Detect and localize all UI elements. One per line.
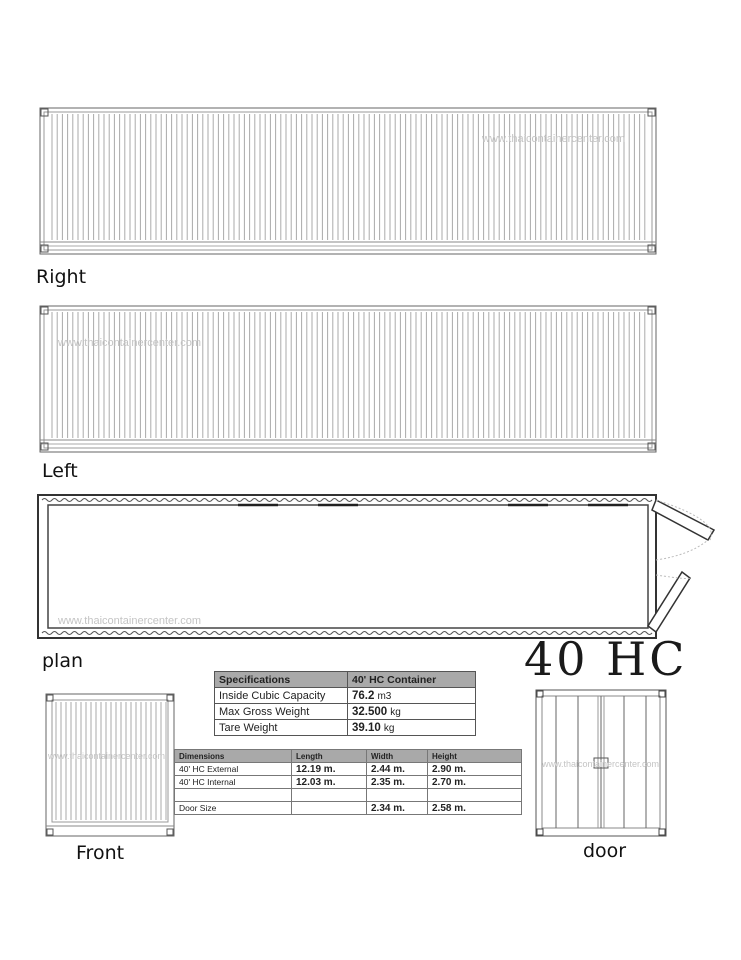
dims-length (292, 802, 367, 815)
right-side-view (40, 108, 656, 254)
spec-value-cell (348, 688, 476, 704)
dims-label (175, 789, 292, 802)
spec-value: 39.10 (352, 721, 381, 734)
table-row (175, 776, 522, 789)
dims-height (428, 789, 522, 802)
spec-value: 76.2 (352, 689, 375, 702)
spec-label: Max Gross Weight (215, 704, 348, 720)
dims-length: 12.19 m. (292, 763, 367, 776)
dims-label: 40' HC External (175, 763, 292, 776)
spec-unit: m3 (377, 690, 392, 702)
dims-width: 2.34 m. (367, 802, 428, 815)
table-row (215, 704, 476, 720)
dims-length (292, 789, 367, 802)
spec-value-cell (348, 720, 476, 736)
dimensions-table (174, 749, 522, 815)
dims-height: 2.70 m. (428, 776, 522, 789)
table-row (175, 763, 522, 776)
specifications-header (215, 672, 476, 688)
dims-label: Door Size (175, 802, 292, 815)
watermark-plan: www.thaicontainercenter.com (58, 615, 202, 627)
spec-value-cell (348, 704, 476, 720)
table-row (215, 688, 476, 704)
table-row (175, 789, 522, 802)
watermark-door: www.thaicontainercenter.com (542, 759, 660, 769)
right-view-label: Right (36, 266, 87, 288)
dims-width: 2.44 m. (367, 763, 428, 776)
watermark-right: www.thaicontainercenter.com (482, 133, 626, 145)
dims-header-height: Height (428, 750, 522, 763)
dims-width: 2.35 m. (367, 776, 428, 789)
watermark-left: www.thaicontainercenter.com (58, 337, 202, 349)
watermark-front: www.thaicontainercenter.com (48, 751, 166, 761)
dims-label: 40' HC Internal (175, 776, 292, 789)
spec-unit: kg (383, 722, 395, 734)
dims-width (367, 789, 428, 802)
dimensions-header (175, 750, 522, 763)
left-side-view (40, 306, 656, 452)
dims-height: 2.90 m. (428, 763, 522, 776)
dims-header-length: Length (292, 750, 367, 763)
front-view (46, 694, 174, 836)
spec-label: Inside Cubic Capacity (215, 688, 348, 704)
dims-length: 12.03 m. (292, 776, 367, 789)
spec-header-container: 40' HC Container (348, 672, 476, 688)
door-view-label: door (583, 840, 627, 862)
dims-header-label: Dimensions (175, 750, 292, 763)
spec-value: 32.500 (352, 705, 388, 718)
front-view-label: Front (76, 842, 125, 864)
container-type-title: 40 HC (524, 632, 688, 686)
specifications-table (214, 671, 476, 736)
dims-header-width: Width (367, 750, 428, 763)
spec-unit: kg (390, 706, 401, 718)
table-row (215, 720, 476, 736)
dims-height: 2.58 m. (428, 802, 522, 815)
table-row (175, 802, 522, 815)
spec-label: Tare Weight (215, 720, 348, 736)
left-view-label: Left (42, 460, 78, 482)
spec-header-label: Specifications (215, 672, 348, 688)
plan-view-label: plan (42, 650, 84, 672)
